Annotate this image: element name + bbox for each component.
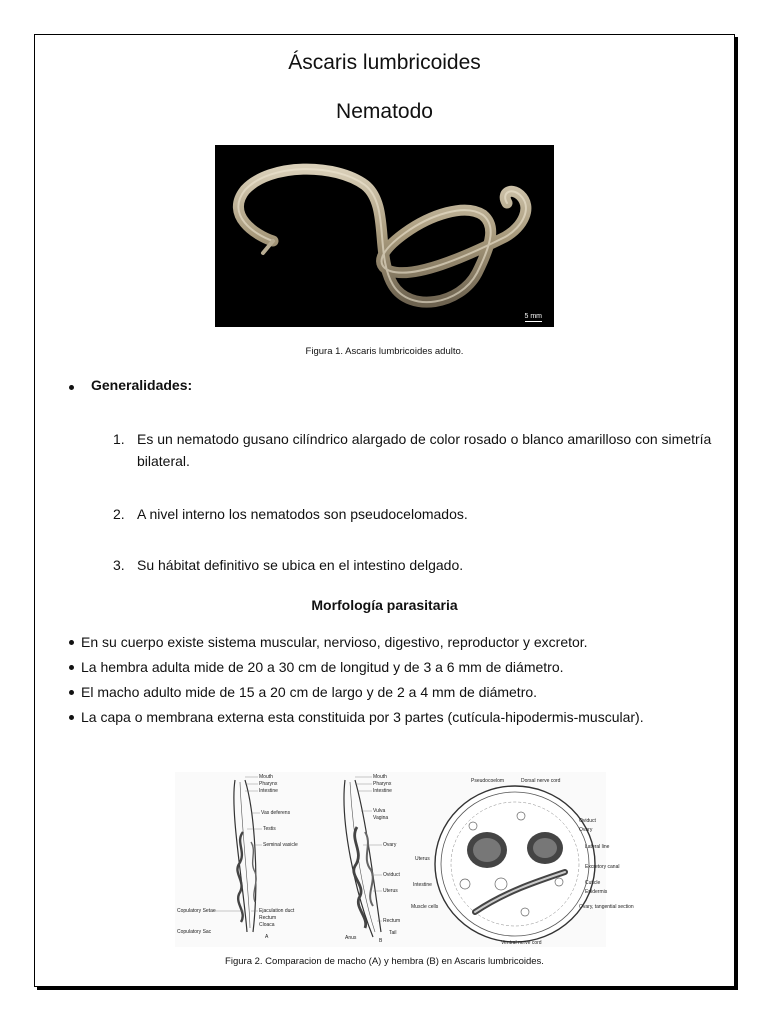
- male-label: Copulatory Setae: [177, 908, 216, 914]
- worm-illustration: [215, 145, 554, 327]
- morfologia-heading: Morfología parasitaria: [311, 597, 458, 613]
- female-label: Anus: [345, 935, 357, 941]
- list-item: [113, 554, 725, 576]
- male-label: Mouth: [259, 774, 273, 780]
- female-label: Ovary: [383, 842, 397, 848]
- list-item-text: Es un nematodo gusano cilíndrico alargado de color rosado o blanco amarilloso con simetría bilateral.: [137, 431, 712, 469]
- bullet-dot: [69, 665, 74, 670]
- cross-section: [435, 786, 595, 942]
- male-label: Seminal vasicle: [263, 842, 298, 848]
- section-label: Lateral line: [585, 844, 610, 850]
- male-label: Ejaculation duct: [259, 908, 295, 914]
- female-label: Intestine: [373, 788, 392, 794]
- figure1-caption: Figura 1. Ascaris lumbricoides adulto.: [305, 346, 464, 357]
- list-item-number: 3.: [113, 557, 125, 573]
- female-labels: [345, 774, 401, 944]
- male-label: Copulatory Sac: [177, 929, 212, 935]
- comparison-diagram: [175, 772, 634, 947]
- bullet-dot: [69, 640, 74, 645]
- female-label: B: [379, 938, 383, 944]
- morfologia-item: El macho adulto mide de 15 a 20 cm de largo y de 2 a 4 mm de diámetro.: [81, 684, 538, 700]
- section-label: Dorsal nerve cord: [521, 778, 561, 784]
- section-label: Excretory canal: [585, 864, 620, 870]
- male-label: Pharynx: [259, 781, 278, 787]
- section-label: Uterus: [415, 856, 430, 862]
- document-subtitle: Nematodo: [336, 100, 433, 123]
- list-item-number: 2.: [113, 506, 125, 522]
- female-label: Vagina: [373, 815, 389, 821]
- list-item: [113, 503, 725, 525]
- document-title: Áscaris lumbricoides: [288, 51, 481, 74]
- list-item-number: 1.: [113, 431, 125, 447]
- morfologia-item: La capa o membrana externa esta constituida por 3 partes (cutícula-hipodermis-muscular).: [81, 709, 644, 725]
- female-label: Pharynx: [373, 781, 392, 787]
- document-page: [34, 34, 735, 987]
- female-label: Mouth: [373, 774, 387, 780]
- female-label: Oviduct: [383, 872, 400, 878]
- bullet-dot: [69, 715, 74, 720]
- bullet-dot: [69, 690, 74, 695]
- generalidades-heading: Generalidades:: [91, 377, 193, 393]
- female-label: Uterus: [383, 888, 398, 894]
- female-label: Tail: [389, 930, 397, 936]
- list-item-text: A nivel interno los nematodos son pseudocelomados.: [137, 506, 468, 522]
- figure2-caption: Figura 2. Comparacion de macho (A) y hembra (B) en Ascaris lumbricoides.: [225, 956, 544, 967]
- male-label: A: [265, 934, 269, 940]
- male-label: Vas deferens: [261, 810, 291, 816]
- morfologia-item: En su cuerpo existe sistema muscular, nervioso, digestivo, reproductor y excretor.: [81, 634, 588, 650]
- section-label: Epidermis: [585, 889, 608, 895]
- section-label: Cuticle: [585, 880, 601, 886]
- worm-photo: [215, 145, 554, 327]
- male-label: Intestine: [259, 788, 278, 794]
- male-label: Rectum: [259, 915, 277, 921]
- section-label: Muscle cells: [411, 904, 439, 910]
- scale-bar-label: 5 mm: [524, 313, 542, 320]
- male-label: Cloaca: [259, 922, 275, 928]
- section-label: Intestine: [413, 882, 432, 888]
- section-label: Ovary: [579, 827, 593, 833]
- male-labels: [177, 774, 298, 940]
- anatomy-drawing: [175, 772, 634, 947]
- section-label: Ventral nerve cord: [501, 940, 542, 946]
- section-label: Oviduct: [579, 818, 596, 824]
- list-item-text: Su hábitat definitivo se ubica en el intestino delgado.: [137, 557, 464, 573]
- list-item: [113, 428, 725, 472]
- section-label: Pseudocoelom: [471, 778, 505, 784]
- bullet-dot: [69, 385, 74, 390]
- female-label: Rectum: [383, 918, 401, 924]
- morfologia-item: La hembra adulta mide de 20 a 30 cm de longitud y de 3 a 6 mm de diámetro.: [81, 659, 564, 675]
- male-label: Testis: [263, 826, 276, 832]
- section-label: Ovary, tangential section: [579, 904, 634, 910]
- female-label: Vulva: [373, 808, 386, 814]
